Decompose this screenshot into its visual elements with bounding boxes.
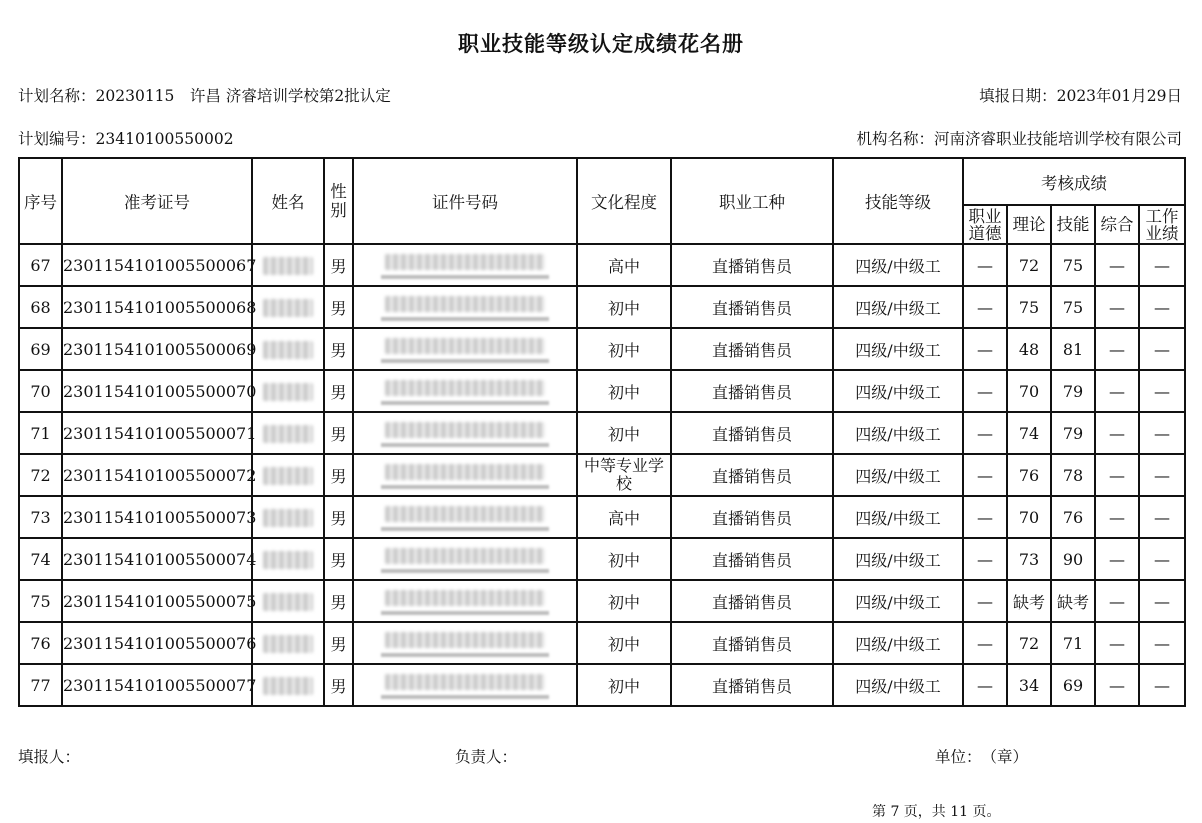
cell-id-no — [353, 244, 577, 286]
cell-education: 初中 — [577, 412, 671, 454]
cell-level: 四级/中级工 — [833, 328, 963, 370]
cell-id-no — [353, 622, 577, 664]
page-number: 第 7 页，共 11 页。 — [872, 804, 1001, 820]
cell-occupation: 直播销售员 — [671, 580, 833, 622]
cell-seq: 67 — [19, 244, 62, 286]
table-row — [19, 622, 1185, 664]
cell-skill: 79 — [1051, 412, 1095, 454]
table-row — [19, 328, 1185, 370]
cell-occupation: 直播销售员 — [671, 538, 833, 580]
table-header — [19, 158, 1185, 244]
cell-level: 四级/中级工 — [833, 454, 963, 496]
cell-ethics: — — [963, 664, 1007, 706]
redacted-name — [263, 257, 313, 275]
header-theory: 理论 — [1007, 205, 1051, 244]
cell-skill: 75 — [1051, 244, 1095, 286]
redaction-bar — [381, 611, 549, 615]
redacted-name — [263, 425, 313, 443]
cell-theory: 34 — [1007, 664, 1051, 706]
cell-gender: 男 — [324, 286, 353, 328]
redacted-name — [263, 551, 313, 569]
cell-theory: 缺考 — [1007, 580, 1051, 622]
table-row — [19, 538, 1185, 580]
cell-education: 高中 — [577, 244, 671, 286]
cell-occupation: 直播销售员 — [671, 664, 833, 706]
cell-occupation: 直播销售员 — [671, 370, 833, 412]
cell-occupation: 直播销售员 — [671, 622, 833, 664]
header-overall: 综合 — [1095, 205, 1139, 244]
cell-id-no — [353, 370, 577, 412]
header-gender-line2: 别 — [330, 201, 347, 220]
cell-name — [252, 454, 324, 496]
header-skill: 技能 — [1051, 205, 1095, 244]
cell-theory: 72 — [1007, 244, 1051, 286]
cell-seq: 75 — [19, 580, 62, 622]
cell-exam-no: 2301154101005500074 — [62, 538, 252, 580]
cell-work: — — [1139, 328, 1185, 370]
header-gender-line1: 性 — [330, 182, 347, 201]
cell-seq: 72 — [19, 454, 62, 496]
table-row — [19, 286, 1185, 328]
redaction-bar — [381, 569, 549, 573]
cell-level: 四级/中级工 — [833, 412, 963, 454]
cell-name — [252, 412, 324, 454]
cell-exam-no: 2301154101005500073 — [62, 496, 252, 538]
cell-skill: 76 — [1051, 496, 1095, 538]
cell-ethics: — — [963, 412, 1007, 454]
redacted-name — [263, 677, 313, 695]
cell-gender: 男 — [324, 538, 353, 580]
cell-seq: 68 — [19, 286, 62, 328]
organization-label: 机构名称： — [856, 130, 934, 148]
header-id-no: 证件号码 — [353, 158, 577, 244]
cell-skill: 81 — [1051, 328, 1095, 370]
cell-education: 初中 — [577, 538, 671, 580]
cell-exam-no: 2301154101005500071 — [62, 412, 252, 454]
redaction-bar — [381, 527, 549, 531]
cell-work: — — [1139, 664, 1185, 706]
cell-id-no — [353, 538, 577, 580]
cell-gender: 男 — [324, 454, 353, 496]
header-occupation: 职业工种 — [671, 158, 833, 244]
cell-gender: 男 — [324, 328, 353, 370]
cell-occupation: 直播销售员 — [671, 244, 833, 286]
cell-gender: 男 — [324, 412, 353, 454]
cell-overall: — — [1095, 622, 1139, 664]
header-name: 姓名 — [252, 158, 324, 244]
cell-name — [252, 538, 324, 580]
cell-work: — — [1139, 412, 1185, 454]
cell-id-no — [353, 664, 577, 706]
cell-education: 初中 — [577, 328, 671, 370]
cell-name — [252, 664, 324, 706]
cell-education: 中等专业学校 — [577, 454, 671, 496]
cell-occupation: 直播销售员 — [671, 286, 833, 328]
redacted-name — [263, 467, 313, 485]
cell-gender: 男 — [324, 370, 353, 412]
cell-id-no — [353, 580, 577, 622]
cell-skill: 71 — [1051, 622, 1095, 664]
cell-exam-no: 2301154101005500070 — [62, 370, 252, 412]
report-date-value: 2023年01月29日 — [1056, 87, 1182, 105]
cell-level: 四级/中级工 — [833, 538, 963, 580]
table-row — [19, 580, 1185, 622]
cell-work: — — [1139, 580, 1185, 622]
table-row — [19, 412, 1185, 454]
cell-name — [252, 496, 324, 538]
cell-work: — — [1139, 496, 1185, 538]
cell-overall: — — [1095, 454, 1139, 496]
redacted-name — [263, 383, 313, 401]
cell-work: — — [1139, 370, 1185, 412]
cell-overall: — — [1095, 328, 1139, 370]
cell-overall: — — [1095, 538, 1139, 580]
cell-theory: 70 — [1007, 496, 1051, 538]
cell-overall: — — [1095, 370, 1139, 412]
header-work-line1: 工作 — [1145, 206, 1179, 226]
redaction-bar — [381, 275, 549, 279]
redaction-bar — [381, 401, 549, 405]
cell-seq: 74 — [19, 538, 62, 580]
cell-education: 初中 — [577, 370, 671, 412]
cell-skill: 缺考 — [1051, 580, 1095, 622]
cell-occupation: 直播销售员 — [671, 496, 833, 538]
plan-name-label: 计划名称： — [18, 87, 96, 105]
cell-seq: 70 — [19, 370, 62, 412]
header-education: 文化程度 — [577, 158, 671, 244]
cell-id-no — [353, 328, 577, 370]
cell-seq: 77 — [19, 664, 62, 706]
cell-occupation: 直播销售员 — [671, 454, 833, 496]
redacted-id-number — [385, 422, 545, 438]
redacted-name — [263, 635, 313, 653]
cell-work: — — [1139, 622, 1185, 664]
redaction-bar — [381, 317, 549, 321]
cell-theory: 70 — [1007, 370, 1051, 412]
redacted-id-number — [385, 254, 545, 270]
filler-label: 填报人： — [18, 748, 81, 766]
cell-exam-no: 2301154101005500076 — [62, 622, 252, 664]
header-ethics-line2: 道德 — [968, 223, 1002, 243]
cell-occupation: 直播销售员 — [671, 412, 833, 454]
cell-gender: 男 — [324, 622, 353, 664]
cell-id-no — [353, 286, 577, 328]
cell-seq: 69 — [19, 328, 62, 370]
cell-gender: 男 — [324, 244, 353, 286]
cell-name — [252, 244, 324, 286]
cell-education: 初中 — [577, 286, 671, 328]
cell-education: 初中 — [577, 622, 671, 664]
redacted-name — [263, 593, 313, 611]
cell-theory: 72 — [1007, 622, 1051, 664]
redacted-name — [263, 299, 313, 317]
plan-name-value: 20230115 许昌 济睿培训学校第2批认定 — [95, 87, 391, 105]
cell-level: 四级/中级工 — [833, 622, 963, 664]
redacted-id-number — [385, 506, 545, 522]
cell-exam-no: 2301154101005500077 — [62, 664, 252, 706]
cell-seq: 73 — [19, 496, 62, 538]
cell-ethics: — — [963, 580, 1007, 622]
header-ethics-line1: 职业 — [968, 206, 1002, 226]
cell-skill: 79 — [1051, 370, 1095, 412]
cell-overall: — — [1095, 580, 1139, 622]
plan-number-value: 23410100550002 — [95, 130, 234, 148]
redaction-bar — [381, 695, 549, 699]
plan-number — [18, 127, 234, 149]
cell-overall: — — [1095, 412, 1139, 454]
redacted-name — [263, 341, 313, 359]
report-date-label: 填报日期： — [979, 87, 1057, 105]
responsible-label: 负责人： — [455, 748, 518, 766]
cell-ethics: — — [963, 286, 1007, 328]
redacted-id-number — [385, 548, 545, 564]
cell-skill: 75 — [1051, 286, 1095, 328]
header-gender — [324, 158, 353, 244]
redacted-id-number — [385, 674, 545, 690]
header-ethics — [963, 205, 1007, 244]
cell-level: 四级/中级工 — [833, 664, 963, 706]
cell-theory: 73 — [1007, 538, 1051, 580]
redacted-id-number — [385, 632, 545, 648]
table-row — [19, 454, 1185, 496]
cell-exam-no: 2301154101005500075 — [62, 580, 252, 622]
cell-exam-no: 2301154101005500068 — [62, 286, 252, 328]
cell-overall: — — [1095, 286, 1139, 328]
unit-seal-label: 单位： （章） — [935, 748, 1029, 766]
redaction-bar — [381, 443, 549, 447]
cell-work: — — [1139, 286, 1185, 328]
header-work-line2: 业绩 — [1145, 223, 1179, 243]
header-seq: 序号 — [19, 158, 62, 244]
cell-seq: 71 — [19, 412, 62, 454]
cell-name — [252, 370, 324, 412]
redaction-bar — [381, 653, 549, 657]
cell-name — [252, 328, 324, 370]
cell-id-no — [353, 496, 577, 538]
redacted-id-number — [385, 296, 545, 312]
cell-name — [252, 580, 324, 622]
cell-overall: — — [1095, 664, 1139, 706]
redaction-bar — [381, 359, 549, 363]
cell-education: 高中 — [577, 496, 671, 538]
cell-id-no — [353, 412, 577, 454]
score-roster-table — [18, 157, 1186, 707]
cell-gender: 男 — [324, 664, 353, 706]
cell-work: — — [1139, 244, 1185, 286]
cell-gender: 男 — [324, 496, 353, 538]
cell-education: 初中 — [577, 664, 671, 706]
cell-ethics: — — [963, 496, 1007, 538]
header-work — [1139, 205, 1185, 244]
cell-overall: — — [1095, 244, 1139, 286]
cell-level: 四级/中级工 — [833, 286, 963, 328]
cell-ethics: — — [963, 622, 1007, 664]
document-title: 职业技能等级认定成绩花名册 — [458, 31, 744, 56]
cell-ethics: — — [963, 370, 1007, 412]
organization-value: 河南济睿职业技能培训学校有限公司 — [933, 130, 1182, 148]
cell-ethics: — — [963, 244, 1007, 286]
header-scores: 考核成绩 — [963, 158, 1185, 205]
cell-work: — — [1139, 538, 1185, 580]
redaction-bar — [381, 485, 549, 489]
cell-exam-no: 2301154101005500067 — [62, 244, 252, 286]
cell-id-no — [353, 454, 577, 496]
cell-overall: — — [1095, 496, 1139, 538]
cell-name — [252, 286, 324, 328]
cell-seq: 76 — [19, 622, 62, 664]
cell-ethics: — — [963, 538, 1007, 580]
cell-ethics: — — [963, 454, 1007, 496]
cell-occupation: 直播销售员 — [671, 328, 833, 370]
cell-exam-no: 2301154101005500072 — [62, 454, 252, 496]
plan-number-label: 计划编号： — [18, 130, 96, 148]
cell-theory: 76 — [1007, 454, 1051, 496]
cell-skill: 69 — [1051, 664, 1095, 706]
cell-level: 四级/中级工 — [833, 244, 963, 286]
cell-theory: 74 — [1007, 412, 1051, 454]
cell-level: 四级/中级工 — [833, 496, 963, 538]
redacted-id-number — [385, 464, 545, 480]
cell-skill: 90 — [1051, 538, 1095, 580]
cell-work: — — [1139, 454, 1185, 496]
table-row — [19, 664, 1185, 706]
cell-exam-no: 2301154101005500069 — [62, 328, 252, 370]
cell-name — [252, 622, 324, 664]
redacted-id-number — [385, 380, 545, 396]
table-row — [19, 244, 1185, 286]
cell-theory: 48 — [1007, 328, 1051, 370]
report-date — [979, 84, 1182, 106]
redacted-id-number — [385, 338, 545, 354]
organization-name — [856, 127, 1182, 149]
cell-theory: 75 — [1007, 286, 1051, 328]
header-skill-level: 技能等级 — [833, 158, 963, 244]
table-body — [19, 244, 1185, 706]
redacted-name — [263, 509, 313, 527]
redacted-id-number — [385, 590, 545, 606]
cell-level: 四级/中级工 — [833, 370, 963, 412]
plan-name — [18, 84, 391, 106]
cell-ethics: — — [963, 328, 1007, 370]
table-row — [19, 370, 1185, 412]
cell-education: 初中 — [577, 580, 671, 622]
cell-gender: 男 — [324, 580, 353, 622]
header-exam-no: 准考证号 — [62, 158, 252, 244]
table-row — [19, 496, 1185, 538]
cell-level: 四级/中级工 — [833, 580, 963, 622]
cell-skill: 78 — [1051, 454, 1095, 496]
